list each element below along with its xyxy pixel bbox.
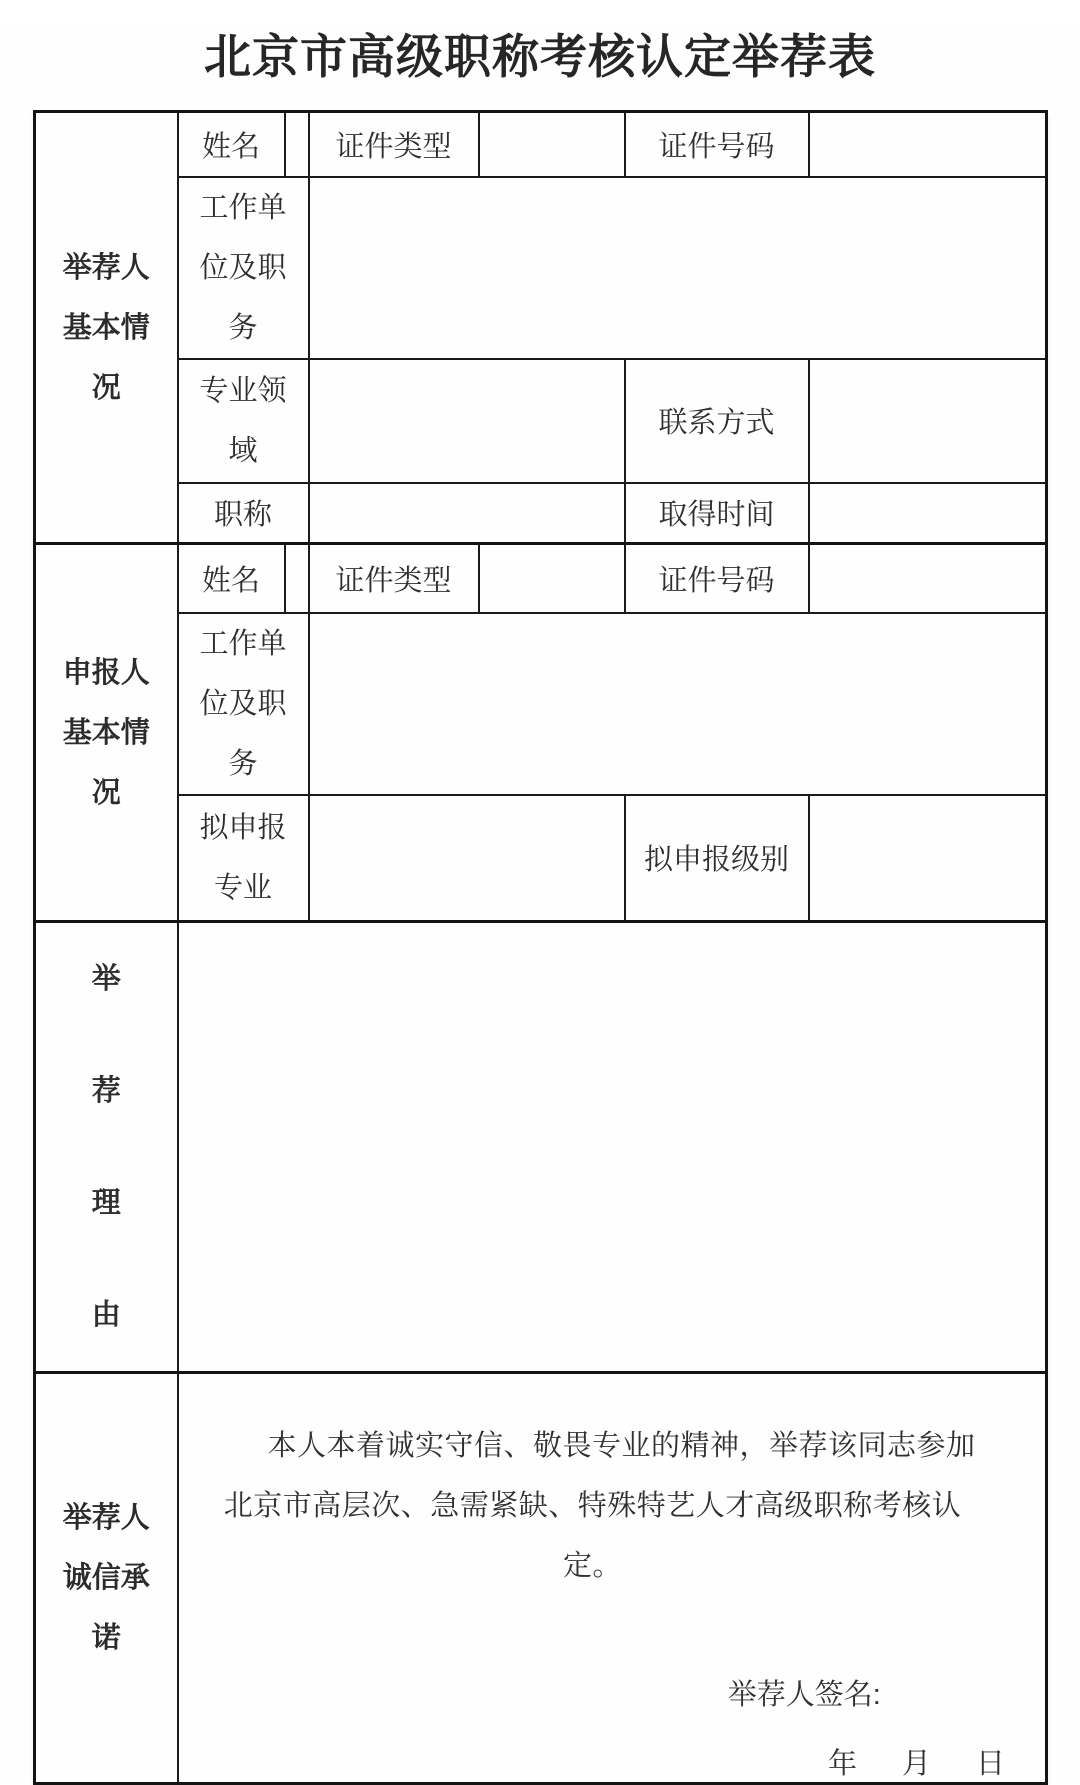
recommender-field-label: 专业领域 bbox=[178, 359, 309, 483]
pledge-statement: 本人本着诚实守信、敬畏专业的精神，举荐该同志参加北京市高层次、急需紧缺、特殊特艺人才高级职称考核认定。 bbox=[223, 1430, 976, 1582]
applicant-proposed-level-label: 拟申报级别 bbox=[625, 795, 809, 922]
applicant-proposed-level-input-cell[interactable] bbox=[809, 795, 1047, 922]
signature-label: 举荐人签名: bbox=[727, 1679, 881, 1711]
applicant-name-input-cell[interactable] bbox=[285, 544, 309, 613]
recommender-name-input-cell[interactable] bbox=[285, 112, 309, 177]
applicant-proposed-major-input-cell[interactable] bbox=[309, 795, 625, 922]
recommender-id-number-label: 证件号码 bbox=[625, 112, 809, 177]
recommender-section-header bbox=[35, 112, 178, 544]
recommender-field-input-cell[interactable] bbox=[309, 359, 625, 483]
applicant-work-unit-label: 工作单位及职务 bbox=[178, 613, 309, 795]
reason-section-header bbox=[35, 922, 178, 1373]
form-title: 北京市高级职称考核认定举荐表 bbox=[204, 30, 876, 83]
recommender-contact-input-cell[interactable] bbox=[809, 359, 1047, 483]
recommender-work-unit-label: 工作单位及职务 bbox=[178, 177, 309, 359]
page bbox=[0, 28, 1080, 1781]
recommender-title-input-cell[interactable] bbox=[309, 483, 625, 544]
recommender-contact-label: 联系方式 bbox=[625, 359, 809, 483]
date-line: 年 月 日 bbox=[827, 1748, 1013, 1780]
pledge-content-cell bbox=[178, 1373, 1047, 1784]
applicant-proposed-major-label: 拟申报专业 bbox=[178, 795, 309, 922]
applicant-section-header bbox=[35, 544, 178, 922]
applicant-work-unit-input-cell[interactable] bbox=[309, 613, 1047, 795]
applicant-section-label: 申报人基本情况 bbox=[62, 656, 150, 809]
recommender-section-label: 举荐人基本情况 bbox=[62, 251, 150, 404]
recommender-acquired-time-label: 取得时间 bbox=[625, 483, 809, 544]
applicant-name-label: 姓名 bbox=[178, 544, 285, 613]
recommendation-form-table bbox=[33, 110, 1048, 1785]
pledge-section-label: 举荐人诚信承诺 bbox=[62, 1502, 150, 1654]
reason-input-cell[interactable] bbox=[178, 922, 1047, 1373]
applicant-id-number-label: 证件号码 bbox=[625, 544, 809, 613]
applicant-id-type-input-cell[interactable] bbox=[479, 544, 625, 613]
recommender-work-unit-input-cell[interactable] bbox=[309, 177, 1047, 359]
applicant-id-number-input-cell[interactable] bbox=[809, 544, 1047, 613]
recommender-name-label: 姓名 bbox=[178, 112, 285, 177]
recommender-id-number-input-cell[interactable] bbox=[809, 112, 1047, 177]
recommender-acquired-time-input-cell[interactable] bbox=[809, 483, 1047, 544]
applicant-id-type-label: 证件类型 bbox=[309, 544, 479, 613]
reason-section-label: 举荐理由 bbox=[91, 963, 121, 1331]
pledge-section-header bbox=[35, 1373, 178, 1784]
recommender-id-type-input-cell[interactable] bbox=[479, 112, 625, 177]
recommender-id-type-label: 证件类型 bbox=[309, 112, 479, 177]
recommender-title-label: 职称 bbox=[178, 483, 309, 544]
